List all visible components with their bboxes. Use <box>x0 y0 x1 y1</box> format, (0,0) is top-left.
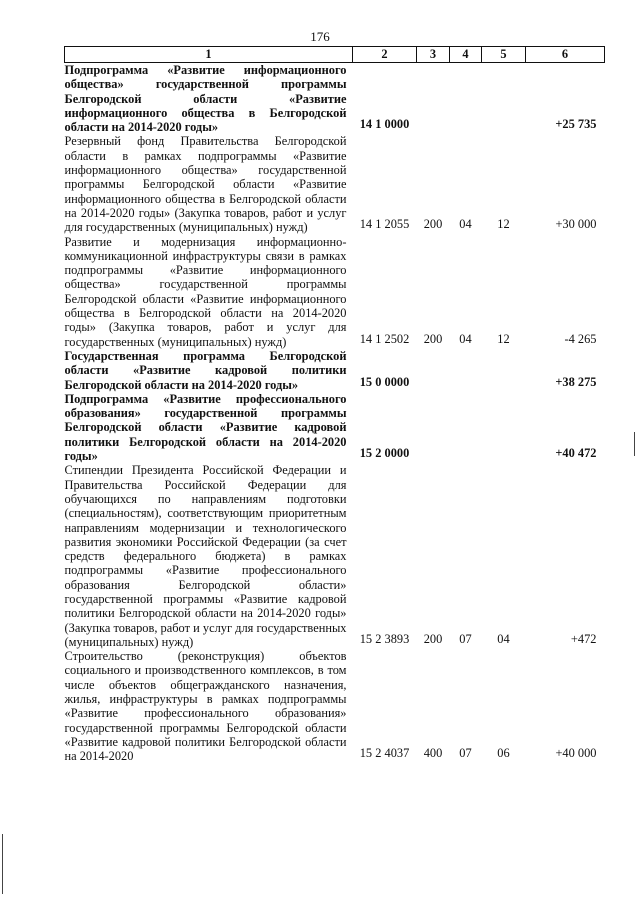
row-code: 14 1 2055 <box>359 217 410 232</box>
header-col-3: 3 <box>417 47 450 63</box>
row-expense-type: 400 <box>423 746 443 761</box>
row-name: Государственная программа Белгородской области «Развитие кадровой политики Белгородской области на 2014-2020 годы» <box>64 348 347 392</box>
row-name: Подпрограмма «Развитие профессионального образования» государственной программы Белгородской области «Развитие кадровой политики Белгородской области на 2014-2020 годы» <box>64 391 347 464</box>
row-section <box>450 392 482 463</box>
row-code: 15 2 4037 <box>359 746 410 761</box>
row-expense-type: 200 <box>423 631 443 646</box>
header-col-5: 5 <box>482 47 526 63</box>
header-col-1: 1 <box>65 47 353 63</box>
row-name: Стипендии Президента Российской Федерации и Правительства Российской Федерации для обучающихся по направлениям подготовки (специальностям), соответствующим приоритетным направлениям модернизации и технологического развития экономики Российской Федерации (за счет средств федерального бюджета) в рамках подпрограммы «Развитие профессионального образования Белгородской области» государственной программы «Развитие кадровой политики Белгородской области на 2014-2020 годы» (Закупка товаров, работ и услуг для государственных (муниципальных) нужд) <box>64 463 347 649</box>
row-sum: -4 265 <box>564 331 597 346</box>
row-name: Строительство (реконструкция) объектов социального и производственного комплексов, в том числе объектов общегражданского назначения, жилья, инфраструктуры в рамках подпрограммы «Развитие профессионального образования» государственной программы Белгородской области «Развитие кадровой политики Белгородской области на 2014-2020 <box>64 649 347 764</box>
row-subsection <box>482 392 526 463</box>
row-name: Резервный фонд Правительства Белгородской области в рамках подпрограммы «Развитие информационного общества» государственной программы Белгородской области «Развитие информационного общества в Белгородской области на 2014-2020 годы» (Закупка товаров, работ и услуг для государственных (муниципальных) нужд) <box>64 134 347 235</box>
table-row <box>65 63 605 135</box>
row-sum: +38 275 <box>555 374 597 389</box>
row-section: 04 <box>459 331 472 346</box>
header-col-6: 6 <box>526 47 605 63</box>
row-section: 04 <box>459 217 472 232</box>
table-row <box>65 349 605 392</box>
table-header-row <box>65 47 605 63</box>
scan-edge-mark <box>2 834 3 894</box>
row-code: 15 2 3893 <box>359 631 410 646</box>
row-sum: +40 472 <box>555 446 597 461</box>
row-subsection: 04 <box>497 631 510 646</box>
row-sum: +40 000 <box>555 746 597 761</box>
table-row <box>65 235 605 349</box>
header-col-2: 2 <box>353 47 417 63</box>
row-expense-type <box>417 349 450 392</box>
table-row <box>65 134 605 234</box>
row-expense-type <box>417 63 450 135</box>
row-code: 15 0 0000 <box>359 374 410 389</box>
row-sum: +25 735 <box>555 117 597 132</box>
row-expense-type: 200 <box>423 217 443 232</box>
table-row <box>65 649 605 763</box>
page-number: 176 <box>310 29 330 44</box>
row-subsection: 12 <box>497 217 510 232</box>
row-section: 07 <box>459 631 472 646</box>
row-section: 07 <box>459 746 472 761</box>
scan-edge-mark <box>634 432 635 456</box>
row-code: 14 1 0000 <box>359 117 410 132</box>
row-subsection <box>482 349 526 392</box>
row-section <box>450 349 482 392</box>
table-row <box>65 463 605 649</box>
row-subsection: 12 <box>497 331 510 346</box>
row-section <box>450 63 482 135</box>
row-expense-type: 200 <box>423 331 443 346</box>
row-sum: +472 <box>570 631 597 646</box>
row-subsection: 06 <box>497 746 510 761</box>
table-row <box>65 392 605 463</box>
row-expense-type <box>417 392 450 463</box>
row-name: Подпрограмма «Развитие информационного общества» государственной программы Белгородской области «Развитие информационного общества в Белгородской области на 2014-2020 годы» <box>64 63 347 135</box>
row-subsection <box>482 63 526 135</box>
budget-table <box>64 46 605 764</box>
header-col-4: 4 <box>450 47 482 63</box>
row-code: 14 1 2502 <box>359 331 410 346</box>
row-code: 15 2 0000 <box>359 446 410 461</box>
row-name: Развитие и модернизация информационно-коммуникационной инфраструктуры связи в рамках подпрограммы «Развитие информационного общества» государственной программы Белгородской области «Развитие информационного общества в Белгородской области на 2014-2020 годы» (Закупка товаров, работ и услуг для государственных (муниципальных) нужд) <box>64 234 347 349</box>
table-body <box>65 63 605 764</box>
row-sum: +30 000 <box>555 217 597 232</box>
